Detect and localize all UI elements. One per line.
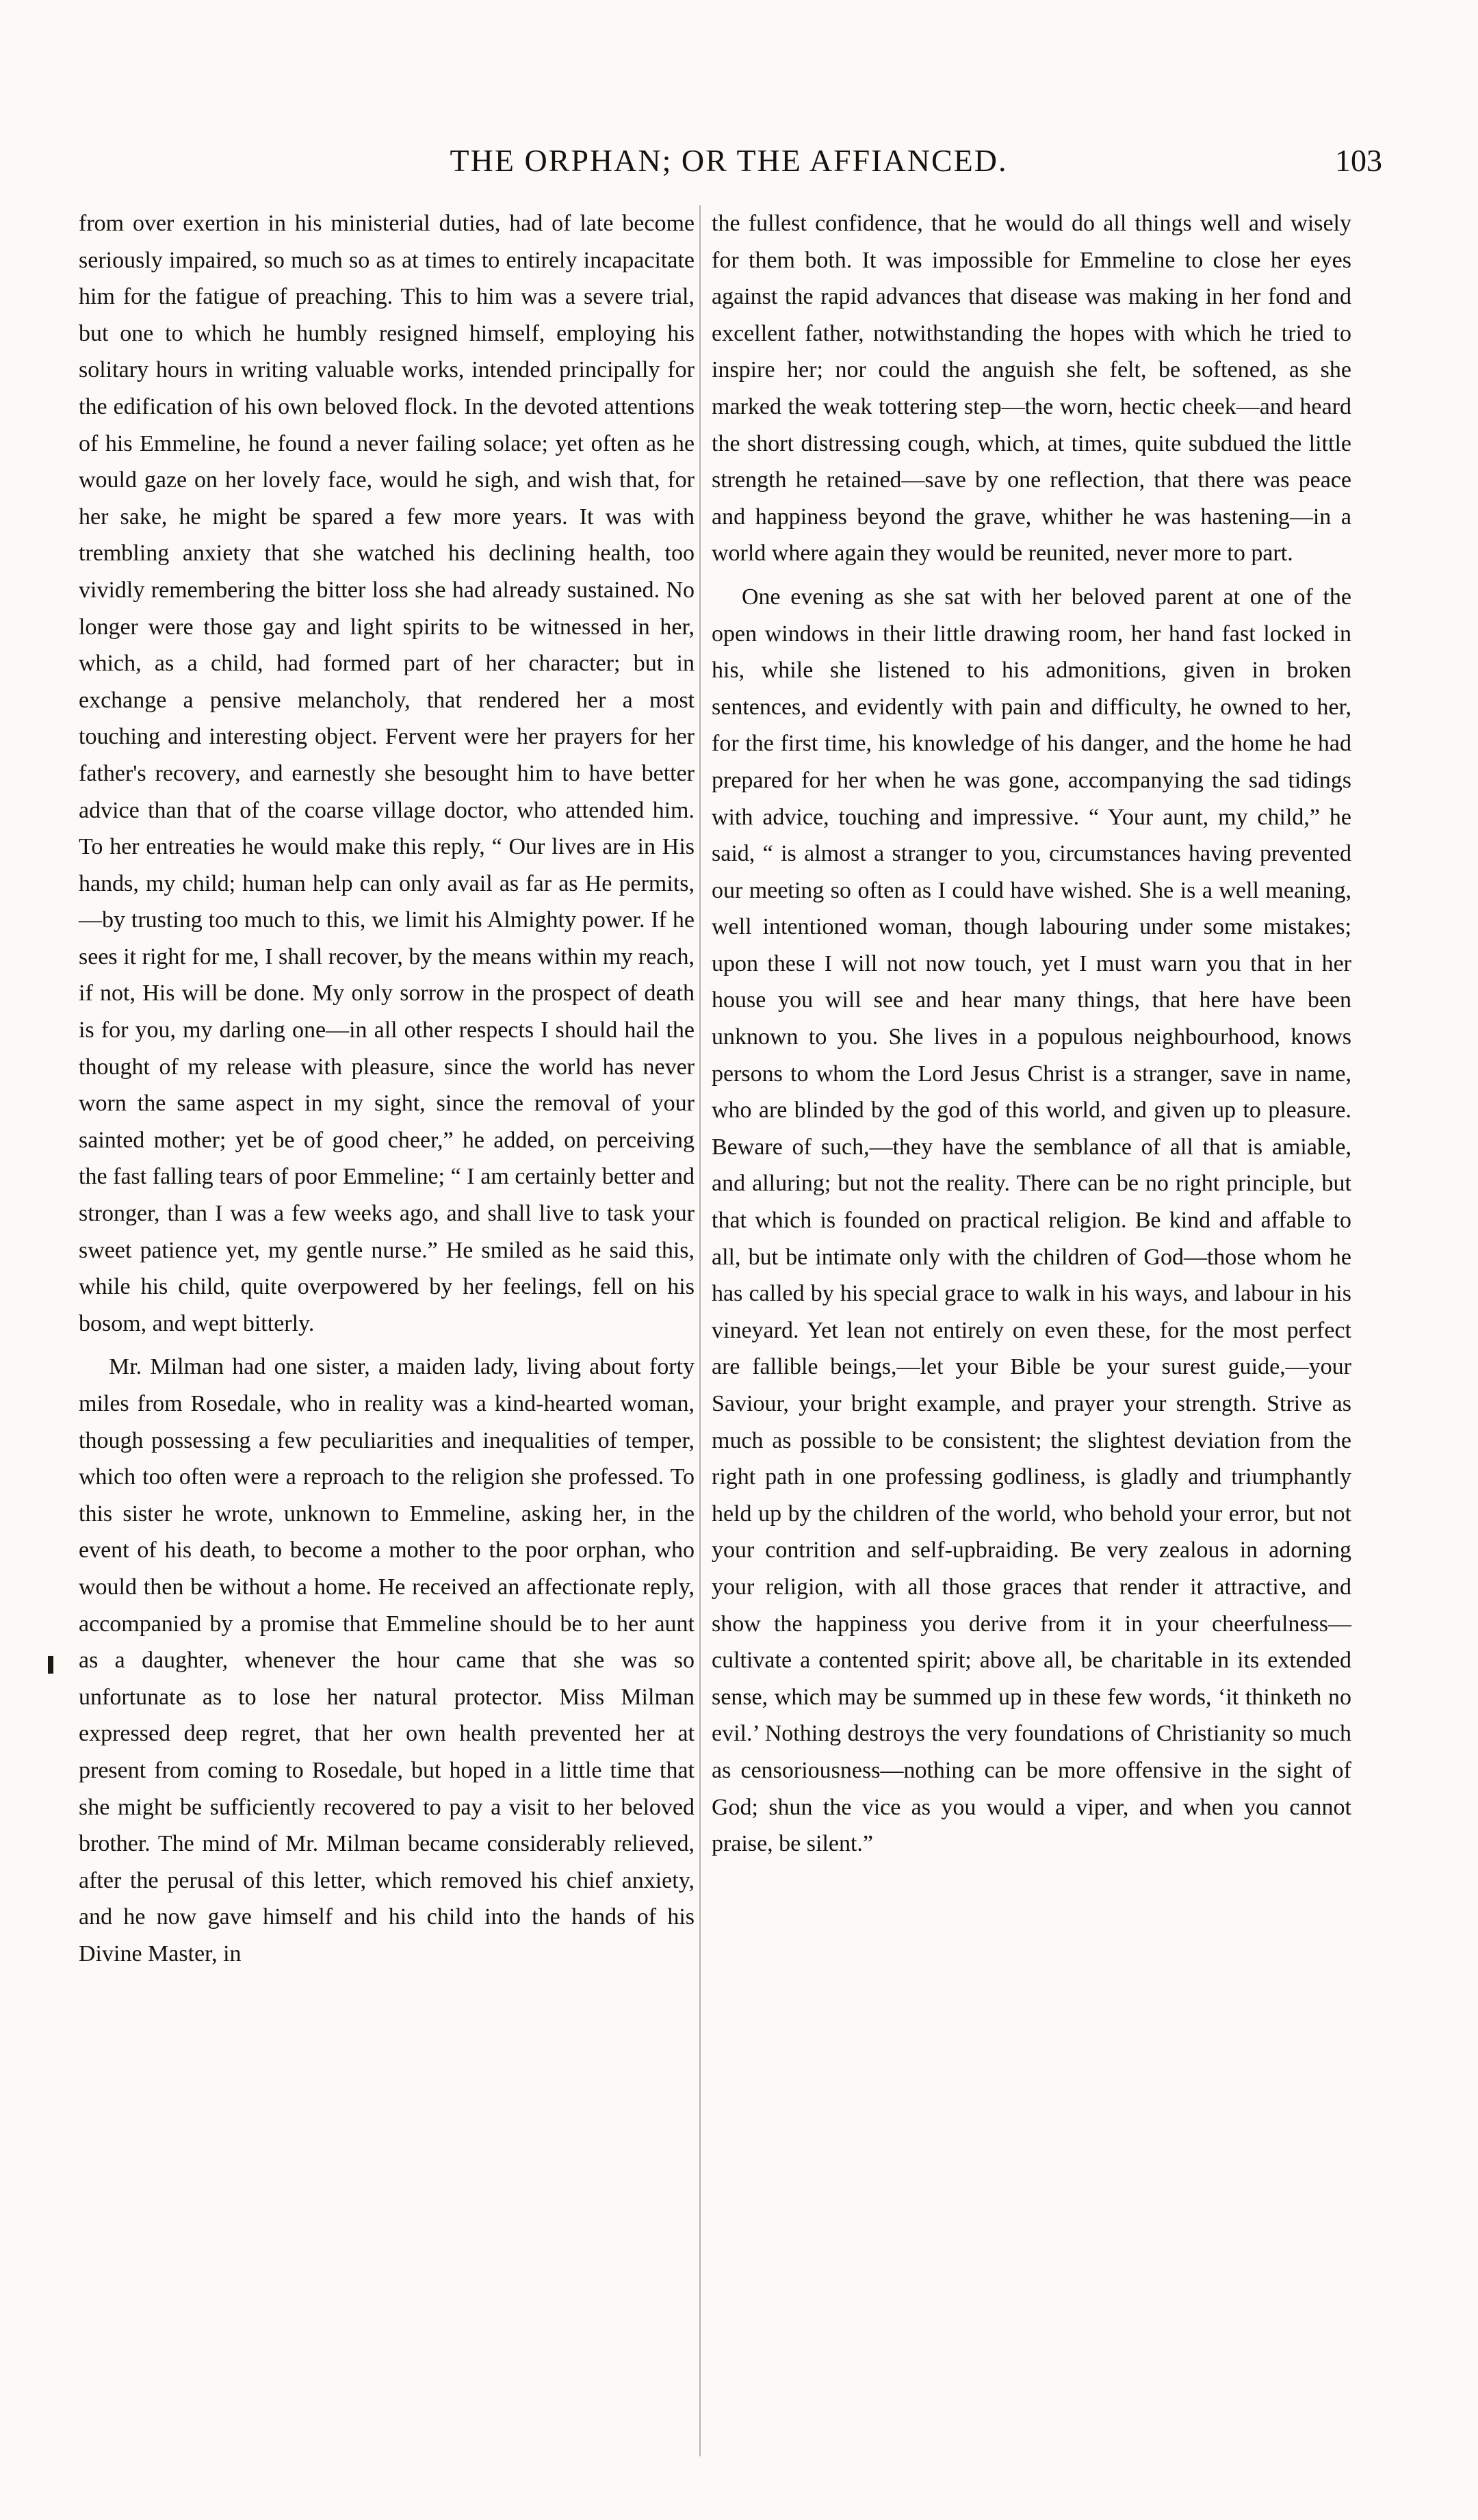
- page-header: [75, 142, 1382, 183]
- left-paragraph-2: Mr. Milman had one sister, a maiden lady, living about forty miles from Rosedale, who in reality was a kind-hearted woman, though possessing a few peculiarities and inequalities of temper, which too often were a reproach to the religion she professed. To this sister he wrote, unknown to Emmeline, asking her, in the event of his death, to become a mother to the poor orphan, who would then be without a home. He received an affectionate reply, accompanied by a promise that Emmeline should be to her aunt as a daughter, whenever the hour came that she was so unfortunate as to lose her natural protector. Miss Milman expressed deep regret, that her own health prevented her at present from coming to Rosedale, but hoped in a little time that she might be sufficiently recovered to pay a visit to her beloved brother. The mind of Mr. Milman became considerably relieved, after the perusal of this letter, which removed his chief anxiety, and he now gave himself and his child into the hands of his Divine Master, in: [79, 1354, 695, 1966]
- left-column: [79, 205, 695, 1973]
- running-title: THE ORPHAN; OR THE AFFIANCED.: [450, 143, 1008, 178]
- page-number: 103: [1335, 143, 1382, 178]
- left-paragraph-1: from over exertion in his ministerial duties, had of late become seriously impaired, so much so as at times to entirely incapacitate him for the fatigue of preaching. This to him was a severe trial, but one to which he humbly resigned himself, employing his solitary hours in writing valuable works, intended principally for the edification of his own beloved flock. In the devoted attentions of his Emmeline, he found a never failing solace; yet often as he would gaze on her lovely face, would he sigh, and wish that, for her sake, he might be spared a few more years. It was with trembling anxiety that she watched his declining health, too vividly remembering the bitter loss she had already sustained. No longer were those gay and light spirits to be witnessed in her, which, as a child, had formed part of her character; but in exchange a pensive melancholy, that rendered her a most touching and interesting object. Fervent were her prayers for her father's recovery, and earnestly she besought him to have better advice than that of the coarse village doctor, who attended him. To her entreaties he would make this reply, “ Our lives are in His hands, my child; human help can only avail as far as He permits,—by trusting too much to this, we limit his Almighty power. If he sees it right for me, I shall recover, by the means within my reach, if not, His will be done. My only sorrow in the prospect of death is for you, my darling one—in all other respects I should hail the thought of my release with pleasure, since the world has never worn the same aspect in my sight, since the removal of your sainted mother; yet be of good cheer,” he added, on perceiving the fast falling tears of poor Emmeline; “ I am certainly better and stronger, than I was a few weeks ago, and shall live to task your sweet patience yet, my gentle nurse.” He smiled as he said this, while his child, quite overpowered by her feelings, fell on his bosom, and wept bitterly.: [79, 211, 695, 1336]
- margin-mark: [48, 1656, 53, 1674]
- right-column: [712, 205, 1351, 1862]
- column-divider: [699, 205, 701, 2456]
- right-paragraph-1: the fullest confidence, that he would do all things well and wisely for them both. It was impossible for Emmeline to close her eyes against the rapid advances that disease was making in her fond and excellent father, notwithstanding the hopes with which he tried to inspire her; nor could the anguish she felt, be softened, as she marked the weak tottering step—the worn, hectic cheek—and heard the short distressing cough, which, at times, quite subdued the little strength he retained—save by one reflection, that there was peace and happiness beyond the grave, whither he was hastening—in a world where again they would be reunited, never more to part.: [712, 211, 1351, 567]
- right-paragraph-2: One evening as she sat with her beloved parent at one of the open windows in their little drawing room, her hand fast locked in his, while she listened to his admonitions, given in broken sentences, and evidently with pain and difficulty, he owned to her, for the first time, his knowledge of his danger, and the home he had prepared for her when he was gone, accompanying the sad tidings with advice, touching and impressive. “ Your aunt, my child,” he said, “ is almost a stranger to you, circumstances having prevented our meeting so often as I could have wished. She is a well meaning, well intentioned woman, though labouring under some mistakes; upon these I will not now touch, yet I must warn you that in her house you will see and hear many things, that here have been unknown to you. She lives in a populous neighbourhood, knows persons to whom the Lord Jesus Christ is a stranger, save in name, who are blinded by the god of this world, and given up to pleasure. Beware of such,—they have the semblance of all that is amiable, and alluring; but not the reality. There can be no right principle, but that which is founded on practical religion. Be kind and affable to all, but be intimate only with the children of God—those whom he has called by his special grace to walk in his ways, and labour in his vineyard. Yet lean not entirely on even these, for the most perfect are fallible beings,—let your Bible be your surest guide,—your Saviour, your bright example, and prayer your strength. Strive as much as possible to be consistent; the slightest deviation from the right path in one professing godliness, is gladly and triumphantly held up by the children of the world, who behold your error, but not your contrition and self-upbraiding. Be very zealous in adorning your religion, with all those graces that render it attractive, and show the happiness you derive from it in your cheerfulness—cultivate a contented spirit; above all, be charitable in its extended sense, which may be summed up in these few words, ‘it thinketh no evil.’ Nothing destroys the very foundations of Christianity so much as censoriousness—nothing can be more offensive in the sight of God; shun the vice as you would a viper, and when you cannot praise, be silent.”: [712, 584, 1351, 1857]
